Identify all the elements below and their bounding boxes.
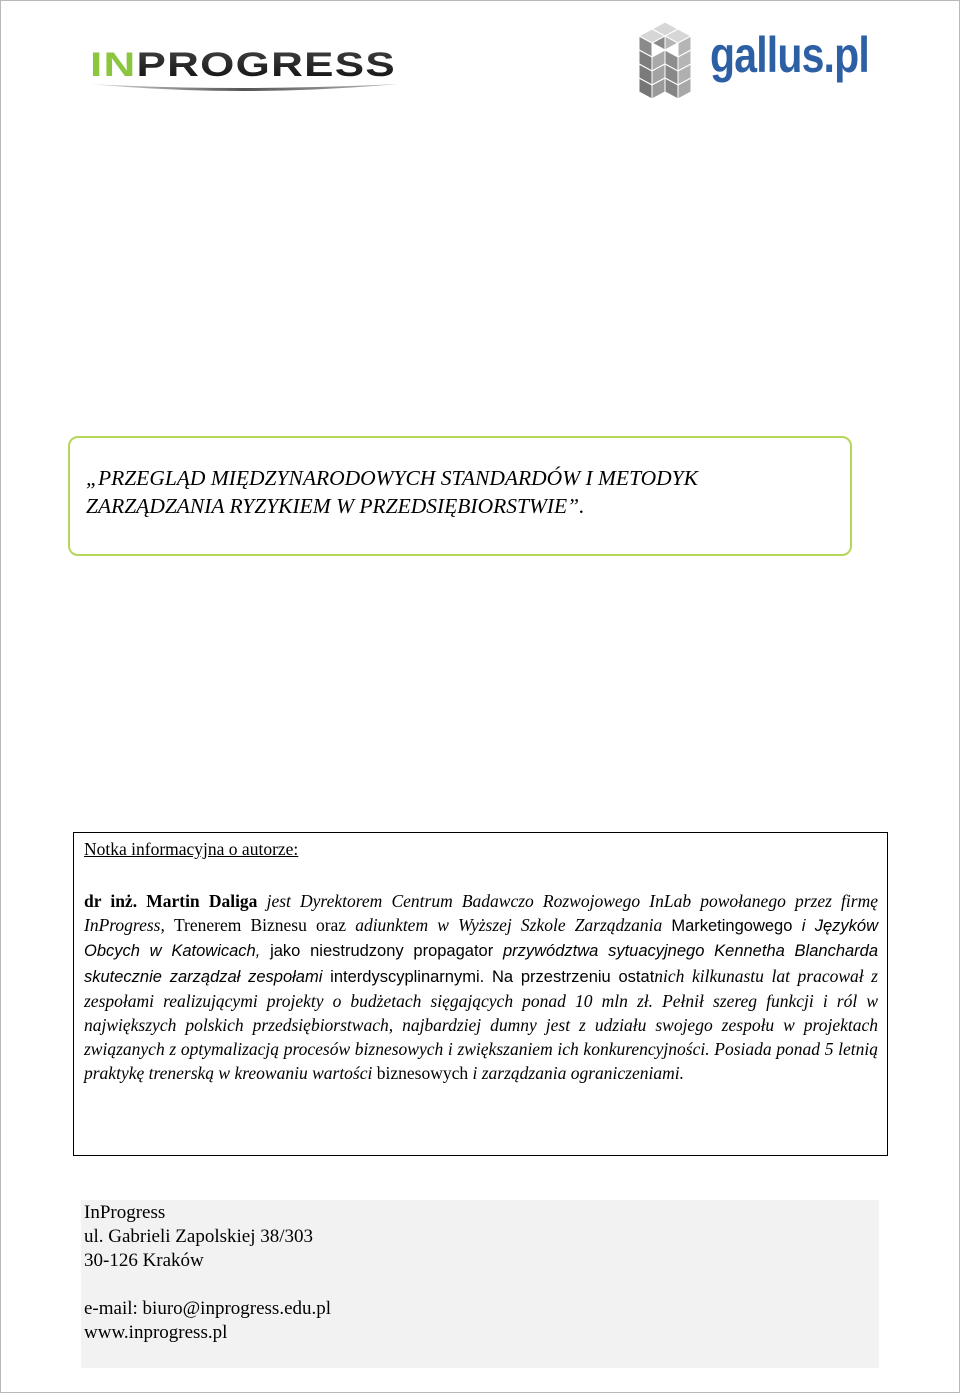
contact-city: 30-126 Kraków	[84, 1250, 204, 1271]
title-box	[68, 436, 852, 556]
logo-rest: PROGRESS	[136, 46, 338, 84]
contact-company: InProgress	[84, 1202, 166, 1223]
gallus-wordmark: gallus.pl	[710, 27, 869, 83]
note-sentence-7: przywództwa sytuacyjnego Kennetha Blancharda skutecznie zarządzał zespołami	[84, 942, 879, 986]
note-sentence-5: i Języków Obcych w Katowicach,	[84, 917, 878, 961]
note-sentence-10: biznesowych	[372, 1063, 473, 1084]
title-line-2: ZARZĄDZANIA RYZYKIEM W PRZEDSIĘBIORSTWIE”.	[86, 494, 585, 518]
note-sentence-2: Trenerem Biznesu oraz	[173, 915, 356, 936]
contact-block	[81, 1200, 879, 1368]
author-name: dr inż. Martin Daliga	[84, 891, 258, 911]
note-sentence-4: Marketingowego	[671, 917, 802, 936]
note-sentence-8: interdyscyplinarnymi. Na przestrzeniu ostat	[330, 967, 655, 986]
note-sentence-9: nich kilkunastu lat pracował z zespołami realizującymi projekty o budżetach sięgających ponad 10 mln zł. Pełnił szereg funkcji i ról w największych polskich przedsiębiorstwach, najbardziej dumny jest z udziału swojego zespołu w projektach związanych z optymalizacją procesów biznesowych i zwiększaniem ich konkurencyjności. Posiada ponad 5 letnią praktykę trenerską w kreowaniu wartości	[84, 965, 878, 1084]
note-sentence-3: adiunktem w Wyższej Szkole Zarządzania	[355, 915, 672, 936]
author-note-heading: Notka informacyjna o autorze:	[84, 839, 299, 859]
author-note-box	[73, 832, 888, 1156]
contact-street: ul. Gabrieli Zapolskiej 38/303	[84, 1226, 314, 1247]
inprogress-logo-graphic	[88, 40, 400, 100]
inprogress-logo	[88, 40, 400, 100]
note-sentence-11: i zarządzania ograniczeniami.	[472, 1063, 684, 1084]
contact-email[interactable]: e-mail: biuro@inprogress.edu.pl	[84, 1298, 332, 1319]
title-line-1: „PRZEGLĄD MIĘDZYNARODOWYCH STANDARDÓW I METODYK	[86, 466, 698, 490]
contact-website[interactable]: www.inprogress.pl	[84, 1322, 228, 1343]
author-note-body	[84, 889, 878, 1086]
document-title	[86, 464, 846, 520]
svg-text:INPROGRESS	[90, 46, 396, 84]
logo-prefix: IN	[90, 46, 126, 84]
cube-icon	[626, 20, 704, 104]
note-sentence-1: jest Dyrektorem Centrum Badawczo Rozwojowego InLab powołanego przez firmę InProgress,	[84, 891, 878, 936]
gallus-logo	[626, 20, 869, 104]
note-sentence-6: jako niestrudzony propagator	[260, 942, 503, 961]
logo-swoosh	[90, 84, 398, 91]
